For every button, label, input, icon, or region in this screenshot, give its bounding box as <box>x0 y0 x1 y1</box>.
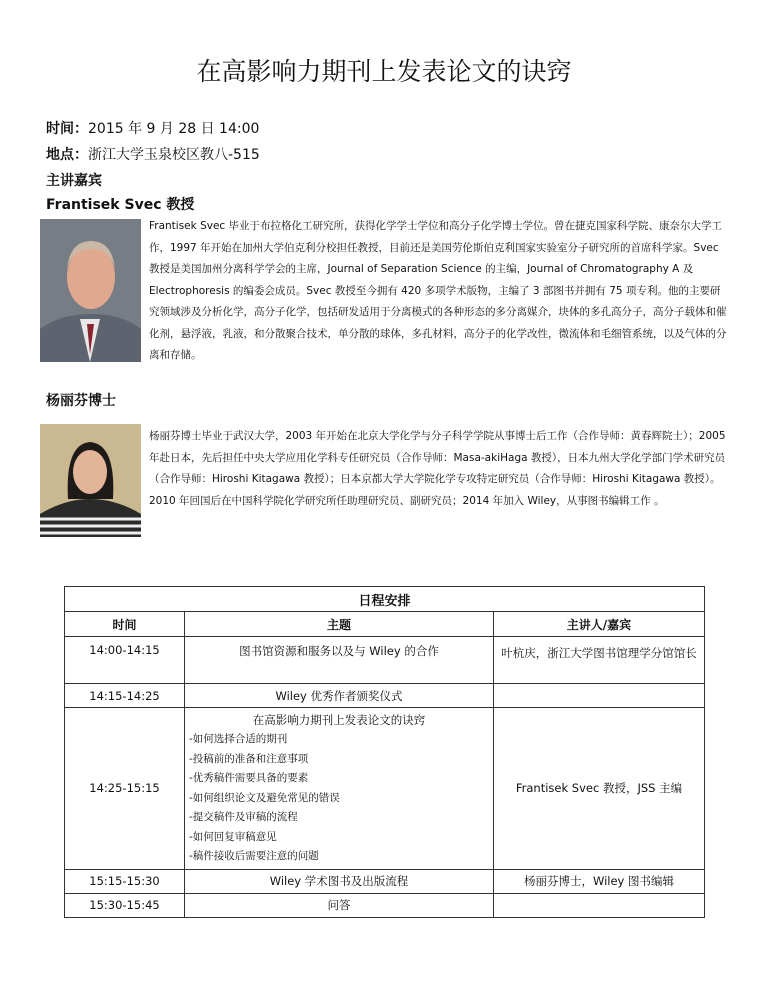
speaker-cell: 叶杭庆，浙江大学图书馆理学分馆馆长 <box>494 637 705 684</box>
speaker-name: 杨丽芬博士 <box>46 393 116 409</box>
event-time <box>46 118 259 138</box>
table-row <box>65 637 705 684</box>
subtopic-item: -如何组织论文及避免常见的错误 <box>189 791 340 804</box>
subtopic-item: -投稿前的准备和注意事项 <box>189 752 309 765</box>
column-header: 主讲人/嘉宾 <box>494 612 705 637</box>
time-value: 2015 年 9 月 28 日 14:00 <box>88 121 260 137</box>
topic-cell: Wiley 学术图书及出版流程 <box>185 869 494 893</box>
time-cell: 14:15-14:25 <box>65 684 185 708</box>
portrait-image <box>40 424 141 537</box>
topic-title: 在高影响力期刊上发表论文的诀窍 <box>252 713 426 727</box>
subtopic-item: -如何选择合适的期刊 <box>189 733 288 745</box>
column-header: 主题 <box>185 612 494 637</box>
schedule-title: 日程安排 <box>65 587 705 612</box>
speaker-photo-svec <box>40 219 141 362</box>
table-row <box>65 684 705 708</box>
speaker-bio: Frantisek Svec 毕业于布拉格化工研究所，获得化学学士学位和高分子化学博士学位。曾在捷克国家科学院、康奈尔大学工作，1997 年开始在加州大学伯克利分校担任教授，目前还是美国劳伦斯伯克利国家实验室分子研究所的首席科学家。Svec 教授是美国加州分离科学学会的主席，Journal of Separation Science 的主编，Journal of Chromatography A 及 Electrophoresis 的编委会成员。Svec 教授至今拥有 420 多项学术版物，主编了 3 部图书并拥有 75 项专利。他的主要研究领域涉及分析化学，高分子化学，包括研发适用于分离模式的各种形态的多分离媒介，块体的多孔高分子，高分子载体和催化剂，悬浮液，乳液，和分散聚合技术，单分散的球体，多孔材料，高分子的化学改性，微流体和毛细管系统，以及气体的分离和存储。 <box>149 220 727 361</box>
topic-cell: 图书馆资源和服务以及与 Wiley 的合作 <box>185 637 494 684</box>
time-cell: 14:25-15:15 <box>65 708 185 870</box>
speaker-name: Frantisek Svec 教授 <box>46 197 195 213</box>
time-cell: 14:00-14:15 <box>65 637 185 684</box>
table-row <box>65 869 705 893</box>
speaker-cell <box>494 684 705 708</box>
subtopic-item: -优秀稿件需要具备的要素 <box>189 772 309 784</box>
event-place <box>46 144 260 164</box>
subtopic-item: -提交稿件及审稿的流程 <box>189 811 298 823</box>
page-title: 在高影响力期刊上发表论文的诀窍 <box>196 57 572 86</box>
speaker-cell <box>494 893 705 917</box>
subtopic-item: -稿件接收后需要注意的问题 <box>189 850 319 862</box>
table-row <box>65 893 705 917</box>
place-label: 地点： <box>46 147 88 163</box>
speaker-cell: 杨丽芬博士，Wiley 图书编辑 <box>494 869 705 893</box>
schedule-table <box>64 586 705 918</box>
subtopic-list <box>189 730 489 867</box>
place-value: 浙江大学玉泉校区教八-515 <box>88 147 260 163</box>
portrait-image <box>40 219 141 362</box>
column-header: 时间 <box>65 612 185 637</box>
topic-cell: Wiley 优秀作者颁奖仪式 <box>185 684 494 708</box>
time-label: 时间： <box>46 121 88 137</box>
subtopic-item: -如何回复审稿意见 <box>189 830 277 843</box>
time-cell: 15:30-15:45 <box>65 893 185 917</box>
time-cell: 15:15-15:30 <box>65 869 185 893</box>
topic-cell <box>185 708 494 870</box>
topic-cell: 问答 <box>185 893 494 917</box>
speaker-photo-yang <box>40 424 141 537</box>
table-row <box>65 708 705 870</box>
speaker-bio: 杨丽芬博士毕业于武汉大学，2003 年开始在北京大学化学与分子科学学院从事博士后工作（合作导师：黄春辉院士）；2005 年赴日本，先后担任中央大学应用化学科专任研究员（合作导师：Masa-akiHaga 教授），日本九州大学化学部门学术研究员（合作导师：Hiroshi Kitagawa 教授）；日本京都大学大学院化学专攻特定研究员（合作导师：Hiroshi Kitagawa 教授）。2010 年回国后在中国科学院化学研究所任助理研究员、副研究员；2014 年加入 Wiley，从事图书编辑工作 。 <box>149 430 726 507</box>
speaker-cell: Frantisek Svec 教授，JSS 主编 <box>494 708 705 870</box>
speakers-heading: 主讲嘉宾 <box>46 173 102 189</box>
